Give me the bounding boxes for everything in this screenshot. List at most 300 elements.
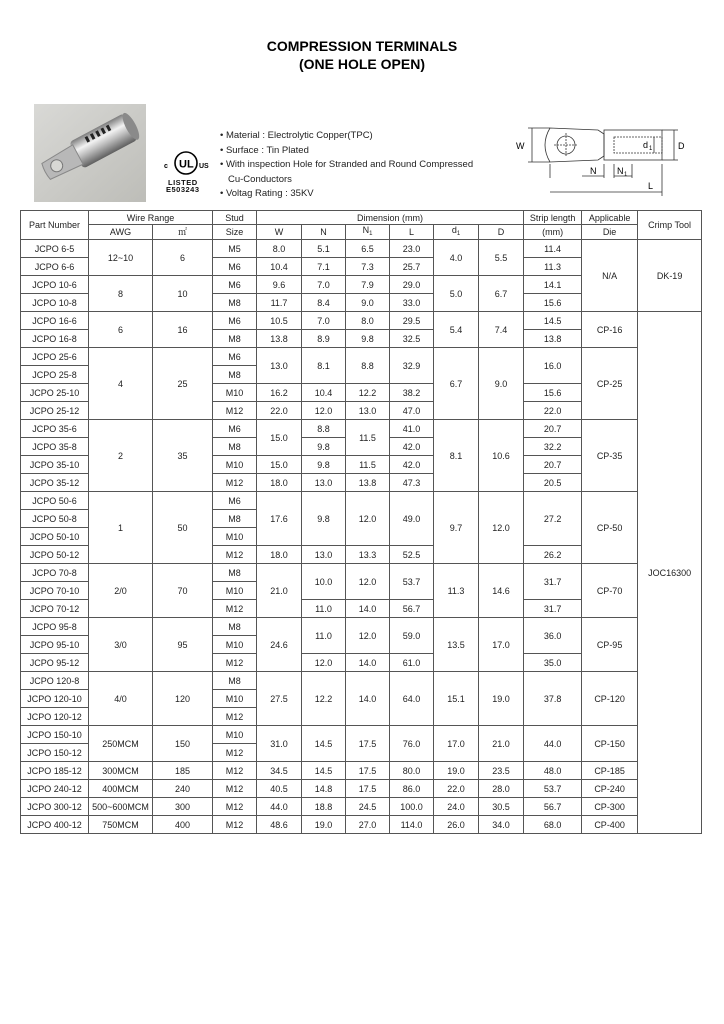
- cell-part-number: JCPO 150-10: [21, 726, 89, 744]
- cell-n1: 8.8: [346, 348, 390, 384]
- ul-listed-logo: [164, 148, 216, 196]
- cell-stud-size: M8: [213, 564, 257, 582]
- cell-d1: 26.0: [434, 816, 479, 834]
- cell-strip-length: 68.0: [524, 816, 582, 834]
- cell-l: 23.0: [390, 240, 434, 258]
- cell-stud-size: M12: [213, 402, 257, 420]
- cell-strip-length: 11.3: [524, 258, 582, 276]
- cell-strip-length: 53.7: [524, 780, 582, 798]
- cell-w: 11.7: [257, 294, 302, 312]
- table-row: [21, 564, 702, 582]
- cell-w: 10.4: [257, 258, 302, 276]
- cell-part-number: JCPO 10-8: [21, 294, 89, 312]
- cell-d: 5.5: [479, 240, 524, 276]
- cell-w: 40.5: [257, 780, 302, 798]
- cell-strip-length: 48.0: [524, 762, 582, 780]
- cell-applicable-die: CP-120: [582, 672, 638, 726]
- cell-n: 9.8: [302, 438, 346, 456]
- cell-d: 19.0: [479, 672, 524, 726]
- cell-w: 48.6: [257, 816, 302, 834]
- cell-mm2: 16: [153, 312, 213, 348]
- cell-d: 6.7: [479, 276, 524, 312]
- header-dimension: Dimension (mm): [257, 211, 524, 225]
- cell-d: 12.0: [479, 492, 524, 564]
- cell-l: 100.0: [390, 798, 434, 816]
- cell-w: 16.2: [257, 384, 302, 402]
- drawing-label-n: N: [590, 166, 597, 176]
- cell-stud-size: M5: [213, 240, 257, 258]
- cell-awg: 12~10: [89, 240, 153, 276]
- cell-n: 9.8: [302, 492, 346, 546]
- cell-stud-size: M8: [213, 366, 257, 384]
- cell-strip-length: 14.5: [524, 312, 582, 330]
- cell-w: 22.0: [257, 402, 302, 420]
- cell-n: 12.0: [302, 402, 346, 420]
- cell-w: 27.5: [257, 672, 302, 726]
- header-d1: [434, 225, 479, 240]
- cell-n1: 9.8: [346, 330, 390, 348]
- cell-part-number: JCPO 16-6: [21, 312, 89, 330]
- header-strip-unit: (mm): [524, 225, 582, 240]
- cell-part-number: JCPO 50-10: [21, 528, 89, 546]
- header-wire-range: Wire Range: [89, 211, 213, 225]
- cell-n1: 17.5: [346, 726, 390, 762]
- cell-stud-size: M6: [213, 492, 257, 510]
- header-applicable: Applicable: [582, 211, 638, 225]
- svg-text:US: US: [199, 163, 209, 170]
- cell-part-number: JCPO 50-12: [21, 546, 89, 564]
- cell-part-number: JCPO 35-10: [21, 456, 89, 474]
- cell-d1: 6.7: [434, 348, 479, 420]
- table-row: [21, 672, 702, 690]
- cell-l: 114.0: [390, 816, 434, 834]
- cell-applicable-die: CP-70: [582, 564, 638, 618]
- cell-d1: 13.5: [434, 618, 479, 672]
- cell-stud-size: M10: [213, 384, 257, 402]
- cell-n1: 12.0: [346, 564, 390, 600]
- cell-part-number: JCPO 95-8: [21, 618, 89, 636]
- cell-l: 61.0: [390, 654, 434, 672]
- cell-mm2: 95: [153, 618, 213, 672]
- title-line-2: (ONE HOLE OPEN): [298, 56, 425, 72]
- cell-mm2: 35: [153, 420, 213, 492]
- cell-l: 53.7: [390, 564, 434, 600]
- cell-part-number: JCPO 50-6: [21, 492, 89, 510]
- cell-w: 9.6: [257, 276, 302, 294]
- cell-part-number: JCPO 10-6: [21, 276, 89, 294]
- terminal-spec-table: [20, 210, 702, 834]
- cell-stud-size: M6: [213, 348, 257, 366]
- cell-n1: 17.5: [346, 762, 390, 780]
- cell-n1: 13.0: [346, 402, 390, 420]
- cell-mm2: 10: [153, 276, 213, 312]
- cell-d1: 5.4: [434, 312, 479, 348]
- cell-applicable-die: CP-95: [582, 618, 638, 672]
- cell-n1: 7.3: [346, 258, 390, 276]
- cell-n1: 12.0: [346, 618, 390, 654]
- cell-l: 59.0: [390, 618, 434, 654]
- cell-d1: 8.1: [434, 420, 479, 492]
- cell-part-number: JCPO 6-5: [21, 240, 89, 258]
- cell-stud-size: M6: [213, 312, 257, 330]
- cell-stud-size: M8: [213, 618, 257, 636]
- cell-w: 13.8: [257, 330, 302, 348]
- header-crimp-tool: Crimp Tool: [638, 211, 702, 240]
- cell-d: 7.4: [479, 312, 524, 348]
- cell-d1: 5.0: [434, 276, 479, 312]
- cell-part-number: JCPO 50-8: [21, 510, 89, 528]
- cell-w: 31.0: [257, 726, 302, 762]
- cell-stud-size: M12: [213, 798, 257, 816]
- cell-strip-length: 31.7: [524, 564, 582, 600]
- cell-applicable-die: CP-35: [582, 420, 638, 492]
- cell-strip-length: 15.6: [524, 294, 582, 312]
- cell-d: 10.6: [479, 420, 524, 492]
- cell-awg: 3/0: [89, 618, 153, 672]
- cell-mm2: 50: [153, 492, 213, 564]
- cell-w: 44.0: [257, 798, 302, 816]
- cell-n: 7.0: [302, 312, 346, 330]
- cell-w: 17.6: [257, 492, 302, 546]
- header-d: D: [479, 225, 524, 240]
- cell-stud-size: M12: [213, 600, 257, 618]
- spec-voltage: • Voltag Rating : 35KV: [220, 188, 314, 199]
- cell-l: 64.0: [390, 672, 434, 726]
- cell-strip-length: 32.2: [524, 438, 582, 456]
- cell-mm2: 400: [153, 816, 213, 834]
- cell-stud-size: M12: [213, 780, 257, 798]
- cell-strip-length: 22.0: [524, 402, 582, 420]
- header-w: W: [257, 225, 302, 240]
- cell-d: 14.6: [479, 564, 524, 618]
- cell-l: 47.3: [390, 474, 434, 492]
- cell-l: 32.9: [390, 348, 434, 384]
- cell-n1: 12.2: [346, 384, 390, 402]
- cell-strip-length: 20.7: [524, 456, 582, 474]
- cell-awg: 2: [89, 420, 153, 492]
- header-n1-sub: 1: [369, 231, 373, 237]
- cell-stud-size: M8: [213, 438, 257, 456]
- terminal-photo: [34, 104, 146, 202]
- cell-awg: 250MCM: [89, 726, 153, 762]
- cell-applicable-die: N/A: [582, 240, 638, 312]
- cell-strip-length: 15.6: [524, 384, 582, 402]
- cell-awg: 400MCM: [89, 780, 153, 798]
- cell-d1: 24.0: [434, 798, 479, 816]
- drawing-label-n1-sub: 1: [624, 172, 628, 178]
- cell-applicable-die: CP-400: [582, 816, 638, 834]
- cell-n: 7.1: [302, 258, 346, 276]
- cell-w: 21.0: [257, 564, 302, 618]
- cell-stud-size: M8: [213, 510, 257, 528]
- cell-strip-length: 26.2: [524, 546, 582, 564]
- cell-crimp-tool: DK-19: [638, 240, 702, 312]
- cell-n: 8.9: [302, 330, 346, 348]
- cell-n: 13.0: [302, 474, 346, 492]
- cell-n1: 11.5: [346, 420, 390, 456]
- cell-l: 33.0: [390, 294, 434, 312]
- cell-strip-length: 36.0: [524, 618, 582, 654]
- cell-l: 32.5: [390, 330, 434, 348]
- header-stud: Stud: [213, 211, 257, 225]
- cell-part-number: JCPO 25-8: [21, 366, 89, 384]
- header-d1-sub: 1: [456, 231, 461, 237]
- cell-n: 10.0: [302, 564, 346, 600]
- terminal-dimension-drawing: [510, 118, 700, 202]
- cell-n1: 14.0: [346, 600, 390, 618]
- cell-awg: 750MCM: [89, 816, 153, 834]
- cell-strip-length: 13.8: [524, 330, 582, 348]
- cell-n: 11.0: [302, 618, 346, 654]
- cell-mm2: 185: [153, 762, 213, 780]
- cell-n: 8.1: [302, 348, 346, 384]
- cell-n1: 27.0: [346, 816, 390, 834]
- cell-awg: 500~600MCM: [89, 798, 153, 816]
- cell-n: 8.8: [302, 420, 346, 438]
- header-n1: [346, 225, 390, 240]
- header-awg: AWG: [89, 225, 153, 240]
- cell-strip-length: 20.5: [524, 474, 582, 492]
- cell-l: 42.0: [390, 456, 434, 474]
- drawing-label-w: W: [516, 141, 525, 151]
- cell-w: 10.5: [257, 312, 302, 330]
- ul-listed-text: LISTED: [168, 178, 198, 187]
- cell-part-number: JCPO 120-8: [21, 672, 89, 690]
- cell-n: 14.5: [302, 762, 346, 780]
- cell-n1: 7.9: [346, 276, 390, 294]
- cell-part-number: JCPO 25-10: [21, 384, 89, 402]
- cell-part-number: JCPO 400-12: [21, 816, 89, 834]
- cell-part-number: JCPO 25-6: [21, 348, 89, 366]
- cell-strip-length: 35.0: [524, 654, 582, 672]
- cell-d: 17.0: [479, 618, 524, 672]
- cell-n: 18.8: [302, 798, 346, 816]
- cell-n: 11.0: [302, 600, 346, 618]
- cell-w: 8.0: [257, 240, 302, 258]
- spec-inspection-hole: • With inspection Hole for Stranded and Round Compressed: [220, 159, 474, 170]
- cell-stud-size: M10: [213, 528, 257, 546]
- cell-part-number: JCPO 70-10: [21, 582, 89, 600]
- cell-applicable-die: CP-150: [582, 726, 638, 762]
- cell-part-number: JCPO 120-10: [21, 690, 89, 708]
- table-row: [21, 240, 702, 258]
- cell-d: 30.5: [479, 798, 524, 816]
- cell-l: 29.5: [390, 312, 434, 330]
- cell-d1: 9.7: [434, 492, 479, 564]
- cell-awg: 8: [89, 276, 153, 312]
- cell-awg: 6: [89, 312, 153, 348]
- cell-n1: 8.0: [346, 312, 390, 330]
- cell-stud-size: M6: [213, 420, 257, 438]
- title-line-1: COMPRESSION TERMINALS: [266, 38, 458, 54]
- cell-part-number: JCPO 120-12: [21, 708, 89, 726]
- cell-w: 13.0: [257, 348, 302, 384]
- cell-applicable-die: CP-300: [582, 798, 638, 816]
- cell-part-number: JCPO 16-8: [21, 330, 89, 348]
- cell-mm2: 300: [153, 798, 213, 816]
- spec-inspection-hole-cont: Cu-Conductors: [228, 173, 292, 185]
- cell-n: 12.0: [302, 654, 346, 672]
- cell-applicable-die: CP-25: [582, 348, 638, 420]
- cell-w: 15.0: [257, 420, 302, 456]
- cell-awg: 4: [89, 348, 153, 420]
- cell-strip-length: 16.0: [524, 348, 582, 384]
- cell-stud-size: M8: [213, 294, 257, 312]
- header-die: Die: [582, 225, 638, 240]
- cell-n: 14.8: [302, 780, 346, 798]
- cell-awg: 1: [89, 492, 153, 564]
- table-row: [21, 492, 702, 510]
- cell-l: 56.7: [390, 600, 434, 618]
- table-row: [21, 348, 702, 366]
- cell-part-number: JCPO 95-10: [21, 636, 89, 654]
- cell-l: 49.0: [390, 492, 434, 546]
- cell-l: 47.0: [390, 402, 434, 420]
- cell-d: 23.5: [479, 762, 524, 780]
- cell-n1: 9.0: [346, 294, 390, 312]
- cell-stud-size: M10: [213, 456, 257, 474]
- cell-mm2: 6: [153, 240, 213, 276]
- cell-strip-length: 20.7: [524, 420, 582, 438]
- cell-l: 76.0: [390, 726, 434, 762]
- cell-stud-size: M10: [213, 690, 257, 708]
- cell-applicable-die: CP-16: [582, 312, 638, 348]
- cell-awg: 2/0: [89, 564, 153, 618]
- cell-stud-size: M8: [213, 672, 257, 690]
- header-strip-length: Strip length: [524, 211, 582, 225]
- cell-applicable-die: CP-240: [582, 780, 638, 798]
- cell-d: 9.0: [479, 348, 524, 420]
- cell-part-number: JCPO 70-8: [21, 564, 89, 582]
- cell-applicable-die: CP-185: [582, 762, 638, 780]
- cell-n: 10.4: [302, 384, 346, 402]
- cell-mm2: 150: [153, 726, 213, 762]
- header-l: L: [390, 225, 434, 240]
- cell-n: 5.1: [302, 240, 346, 258]
- cell-mm2: 70: [153, 564, 213, 618]
- cell-l: 29.0: [390, 276, 434, 294]
- cell-d: 34.0: [479, 816, 524, 834]
- cell-mm2: 25: [153, 348, 213, 420]
- cell-stud-size: M8: [213, 330, 257, 348]
- cell-part-number: JCPO 35-12: [21, 474, 89, 492]
- cell-l: 86.0: [390, 780, 434, 798]
- cell-part-number: JCPO 150-12: [21, 744, 89, 762]
- cell-strip-length: 27.2: [524, 492, 582, 546]
- cell-mm2: 120: [153, 672, 213, 726]
- cell-n1: 14.0: [346, 654, 390, 672]
- header-size: Size: [213, 225, 257, 240]
- cell-part-number: JCPO 95-12: [21, 654, 89, 672]
- cell-part-number: JCPO 6-6: [21, 258, 89, 276]
- cell-n1: 24.5: [346, 798, 390, 816]
- cell-d1: 22.0: [434, 780, 479, 798]
- drawing-label-n1: N: [617, 166, 624, 176]
- cell-stud-size: M12: [213, 654, 257, 672]
- table-row: [21, 420, 702, 438]
- cell-w: 34.5: [257, 762, 302, 780]
- cell-part-number: JCPO 185-12: [21, 762, 89, 780]
- header-mm2: ㎡: [153, 225, 213, 240]
- cell-n: 12.2: [302, 672, 346, 726]
- cell-applicable-die: CP-50: [582, 492, 638, 564]
- table-row: [21, 726, 702, 744]
- cell-l: 42.0: [390, 438, 434, 456]
- cell-n: 7.0: [302, 276, 346, 294]
- drawing-label-l: L: [648, 181, 654, 191]
- cell-d1: 17.0: [434, 726, 479, 762]
- cell-d1: 11.3: [434, 564, 479, 618]
- table-row: [21, 312, 702, 330]
- cell-w: 18.0: [257, 546, 302, 564]
- cell-l: 25.7: [390, 258, 434, 276]
- spec-list: [220, 129, 473, 202]
- cell-w: 24.6: [257, 618, 302, 672]
- cell-stud-size: M6: [213, 276, 257, 294]
- cell-w: 15.0: [257, 456, 302, 474]
- cell-n: 19.0: [302, 816, 346, 834]
- cell-awg: 300MCM: [89, 762, 153, 780]
- cell-strip-length: 37.8: [524, 672, 582, 726]
- cell-n: 8.4: [302, 294, 346, 312]
- cell-n: 9.8: [302, 456, 346, 474]
- cell-stud-size: M12: [213, 546, 257, 564]
- cell-l: 38.2: [390, 384, 434, 402]
- cell-l: 41.0: [390, 420, 434, 438]
- cell-d: 21.0: [479, 726, 524, 762]
- header-part-number: Part Number: [21, 211, 89, 240]
- table-body: [21, 240, 702, 834]
- svg-text:c: c: [164, 163, 168, 170]
- cell-n1: 13.3: [346, 546, 390, 564]
- cell-part-number: JCPO 25-12: [21, 402, 89, 420]
- cell-n1: 13.8: [346, 474, 390, 492]
- cell-n1: 14.0: [346, 672, 390, 726]
- cell-stud-size: M6: [213, 258, 257, 276]
- cell-part-number: JCPO 240-12: [21, 780, 89, 798]
- cell-part-number: JCPO 35-8: [21, 438, 89, 456]
- cell-crimp-tool: JOC16300: [638, 312, 702, 834]
- ul-mark-icon: [164, 148, 216, 180]
- cell-strip-length: 14.1: [524, 276, 582, 294]
- drawing-label-d: D: [678, 141, 685, 151]
- cell-w: 18.0: [257, 474, 302, 492]
- header-n: N: [302, 225, 346, 240]
- table-row: [21, 798, 702, 816]
- cell-d: 28.0: [479, 780, 524, 798]
- cell-stud-size: M12: [213, 744, 257, 762]
- cell-stud-size: M10: [213, 636, 257, 654]
- cell-d1: 15.1: [434, 672, 479, 726]
- cell-strip-length: 31.7: [524, 600, 582, 618]
- cell-d1: 4.0: [434, 240, 479, 276]
- cell-n1: 12.0: [346, 492, 390, 546]
- header-n1-letter: N: [362, 225, 370, 235]
- table-row: [21, 816, 702, 834]
- cell-stud-size: M10: [213, 726, 257, 744]
- cell-l: 80.0: [390, 762, 434, 780]
- cell-l: 52.5: [390, 546, 434, 564]
- cell-n1: 11.5: [346, 456, 390, 474]
- table-row: [21, 762, 702, 780]
- drawing-label-d1: d: [643, 140, 649, 150]
- svg-text:UL: UL: [179, 158, 194, 171]
- page-title: [0, 37, 724, 73]
- ul-file-number: E503243: [166, 185, 200, 194]
- cell-n1: 6.5: [346, 240, 390, 258]
- cell-stud-size: M12: [213, 816, 257, 834]
- cell-n: 13.0: [302, 546, 346, 564]
